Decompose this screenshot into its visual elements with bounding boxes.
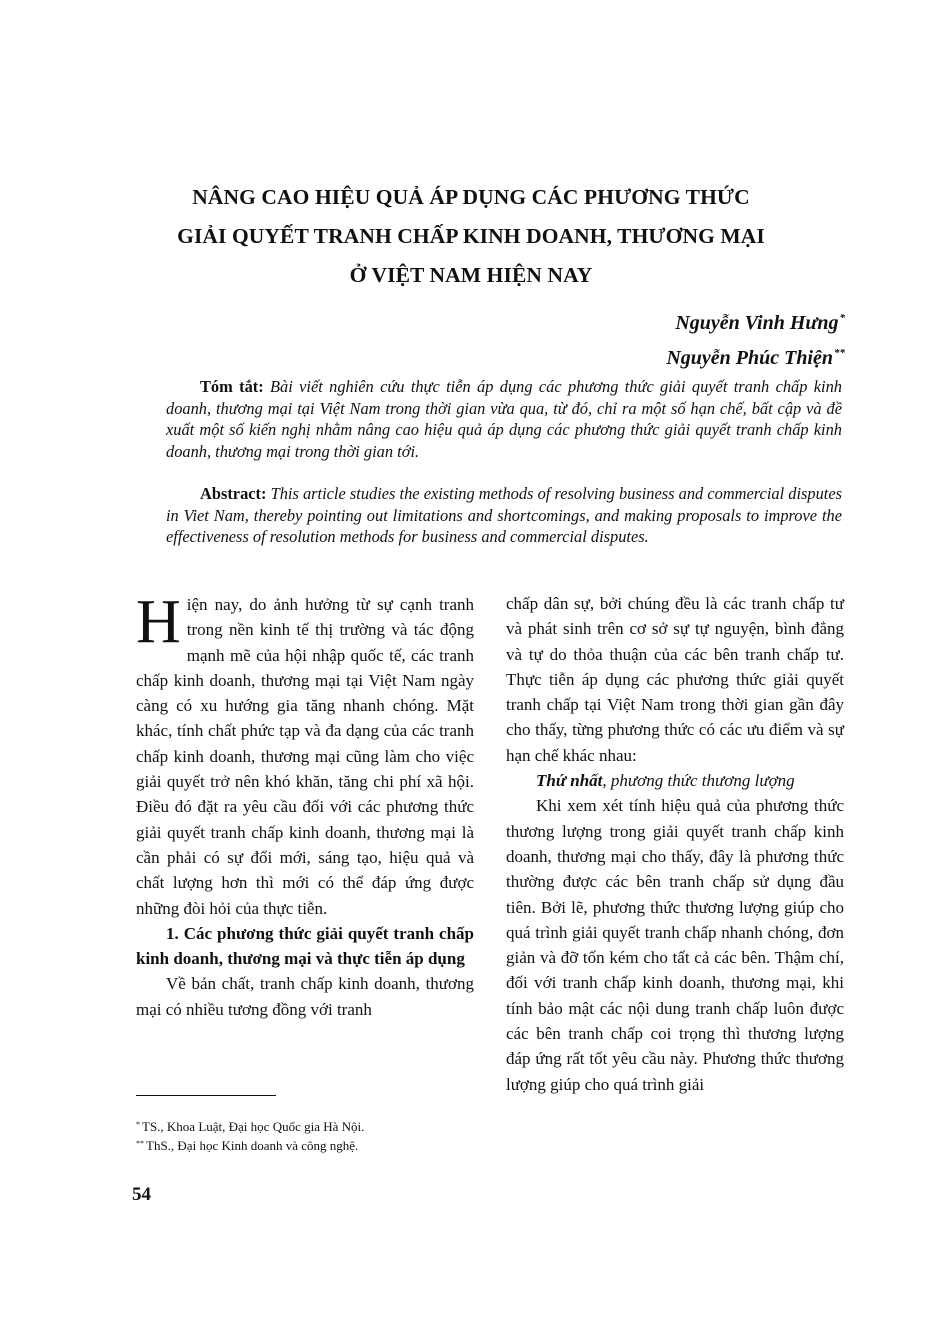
author-footnote-mark: ** bbox=[834, 347, 845, 359]
right-column bbox=[506, 591, 844, 1097]
subsection-lead: Thứ nhất bbox=[536, 771, 603, 791]
page-number: 54 bbox=[132, 1184, 151, 1205]
footnote-separator bbox=[136, 1095, 276, 1096]
title-line: GIẢI QUYẾT TRANH CHẤP KINH DOANH, THƯƠNG MẠI bbox=[177, 224, 765, 248]
footnote-mark: ** bbox=[136, 1139, 144, 1148]
subsection-title: , phương thức thương lượng bbox=[602, 771, 795, 791]
title-line: Ở VIỆT NAM HIỆN NAY bbox=[349, 263, 593, 287]
abstract-label: Abstract: bbox=[200, 484, 267, 503]
drop-cap: H bbox=[136, 588, 181, 656]
footnote bbox=[136, 1116, 364, 1136]
author bbox=[666, 338, 845, 373]
author-name: Nguyễn Vinh Hưng bbox=[675, 312, 839, 334]
footnote bbox=[136, 1135, 358, 1155]
abstract-text: This article studies the existing methods of resolving business and commercial disputes in Viet Nam, thereby pointing out limitations and shortcomings, and making proposals to improve the effectiveness of resolution methods for business and commercial disputes. bbox=[166, 484, 842, 546]
article-title bbox=[100, 178, 842, 295]
section-heading: 1. Các phương thức giải quyết tranh chấp kinh doanh, thương mại và thực tiễn áp dụng bbox=[136, 923, 474, 969]
body-paragraph bbox=[136, 588, 474, 921]
footnote-mark: * bbox=[136, 1120, 140, 1129]
paragraph-text: iện nay, do ảnh hưởng từ sự cạnh tranh trong nền kinh tế thị trường và tác động mạnh mẽ của hội nhập quốc tế, các tranh chấp kinh doanh, thương mại tại Việt Nam ngày càng có xu hướng gia tăng nhanh chóng. Mặt khác, tính chất phức tạp và đa dạng của các tranh chấp kinh doanh, thương mại cũng làm cho việc giải quyết trở nên khó khăn, tăng chi phí xã hội. Điều đó đặt ra yêu cầu đối với các phương thức giải quyết tranh chấp kinh doanh, thương mại là cần phải có sự đổi mới, sáng tạo, hiệu quả và chất lượng hơn thì mới có thể đáp ứng được những đòi hỏi của thực tiễn. bbox=[136, 595, 474, 918]
abstract-vietnamese bbox=[166, 376, 842, 462]
footnote-text: TS., Khoa Luật, Đại học Quốc gia Hà Nội. bbox=[142, 1119, 365, 1134]
title-line: NÂNG CAO HIỆU QUẢ ÁP DỤNG CÁC PHƯƠNG THỨC bbox=[192, 185, 750, 209]
author-footnote-mark: * bbox=[839, 312, 845, 324]
body-paragraph: Về bản chất, tranh chấp kinh doanh, thương mại có nhiều tương đồng với tranh bbox=[136, 974, 474, 1019]
abstract-label: Tóm tắt: bbox=[200, 377, 264, 396]
abstract-english bbox=[166, 483, 842, 548]
subsection-heading bbox=[506, 768, 844, 793]
author-name: Nguyễn Phúc Thiện bbox=[666, 347, 833, 369]
footnote-text: ThS., Đại học Kinh doanh và công nghệ. bbox=[146, 1138, 359, 1153]
author bbox=[666, 303, 845, 338]
abstract-text: Bài viết nghiên cứu thực tiễn áp dụng các phương thức giải quyết tranh chấp kinh doanh, thương mại tại Việt Nam trong thời gian vừa qua, từ đó, chỉ ra một số hạn chế, bất cập và đề xuất một số kiến nghị nhằm nâng cao hiệu quả áp dụng các phương thức giải quyết tranh chấp kinh doanh, thương mại trong thời gian tới. bbox=[166, 377, 842, 461]
body-paragraph: chấp dân sự, bởi chúng đều là các tranh chấp tư và phát sinh trên cơ sở sự tự nguyện, bình đẳng và tự do thỏa thuận của các bên tranh chấp tư. Thực tiễn áp dụng các phương thức giải quyết tranh chấp tại Việt Nam trong thời gian gần đây cho thấy, từng phương thức có các ưu điểm và sự hạn chế khác nhau: bbox=[506, 594, 844, 765]
left-column bbox=[136, 588, 474, 1022]
author-list bbox=[666, 303, 845, 373]
body-paragraph: Khi xem xét tính hiệu quả của phương thức thương lượng trong giải quyết tranh chấp kinh doanh, thương mại cho thấy, đây là phương thức thường được các bên tranh chấp sử dụng đầu tiên. Bởi lẽ, phương thức thương lượng giúp cho quá trình giải quyết tranh chấp nhanh chóng, đơn giản và đỡ tốn kém cho tất cả các bên. Thậm chí, đối với tranh chấp kinh doanh, thương mại, khi tính bảo mật các nội dung tranh chấp luôn được các bên tranh chấp coi trọng thì thương lượng đáp ứng rất tốt yêu cầu này. Phương thức thương lượng giúp cho quá trình giải bbox=[506, 796, 844, 1094]
